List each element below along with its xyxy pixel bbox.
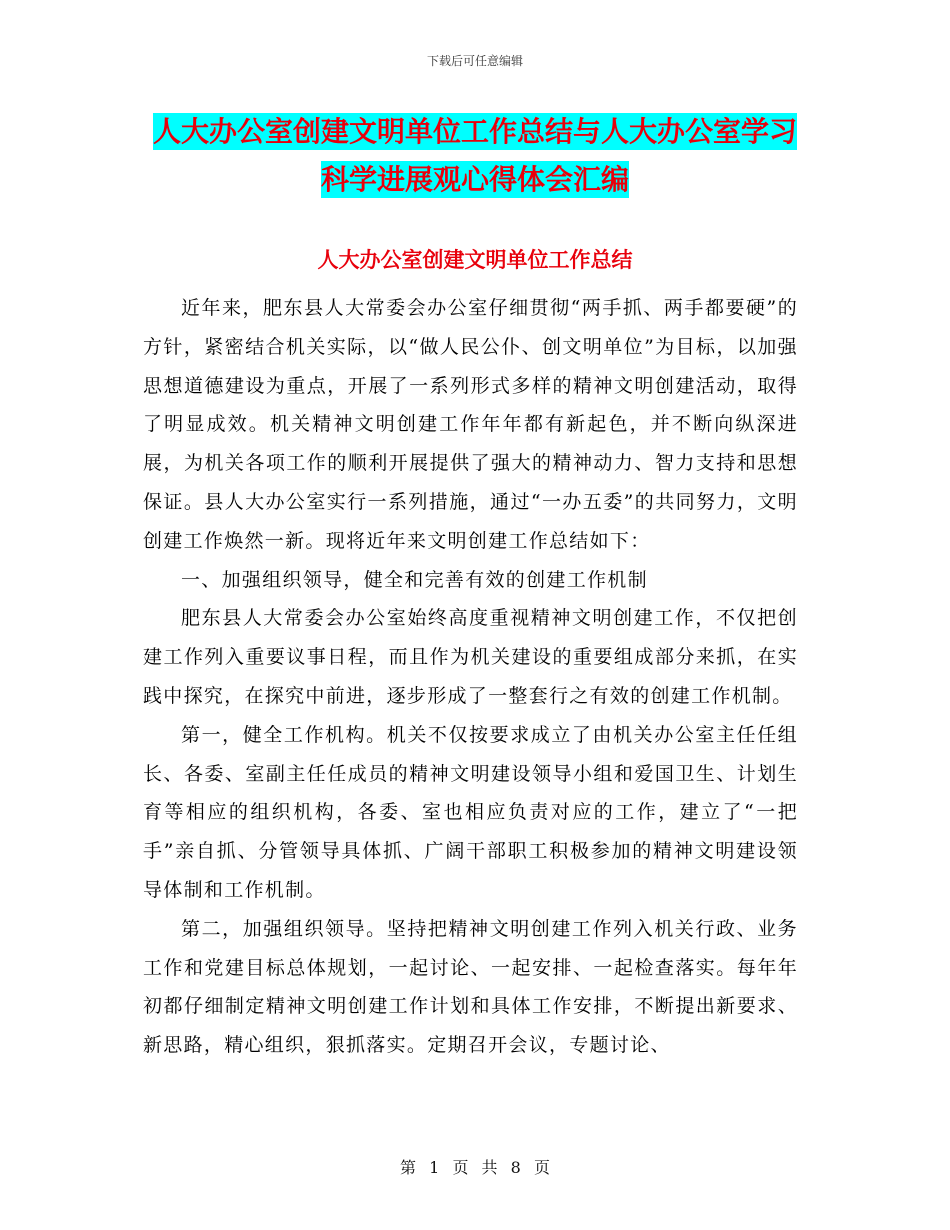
document-title — [140, 108, 810, 204]
footer-total-word: 共 — [481, 1158, 498, 1177]
title-line-2: 科学进展观心得体会汇编 — [320, 163, 629, 196]
paragraph: 近年来，肥东县人大常委会办公室仔细贯彻“两手抓、两手都要硬”的方针，紧密结合机关实际，以“做人民公仆、创文明单位”为目标，以加强思想道德建设为重点，开展了一系列形式多样的精神文明创建活动，取得了明显成效。机关精神文明创建工作年年都有新起色，并不断向纵深进展，为机关各项工作的顺利开展提供了强大的精神动力、智力支持和思想保证。县人大办公室实行一系列措施，通过“一办五委”的共同努力，文明创建工作焕然一新。现将近年来文明创建工作总结如下： — [143, 297, 798, 552]
paragraph: 第二，加强组织领导。坚持把精神文明创建工作列入机关行政、业务工作和党建目标总体规划，一起讨论、一起安排、一起检查落实。每年年初都仔细制定精神文明创建工作计划和具体工作安排，不断提出新要求、新思路，精心组织，狠抓落实。定期召开会议，专题讨论、 — [143, 917, 798, 1057]
footer-prefix: 第 — [400, 1158, 417, 1177]
footer-page-word: 页 — [452, 1158, 469, 1177]
total-pages: 8 — [510, 1158, 521, 1177]
header-note: 下载后可任意编辑 — [426, 54, 523, 68]
paragraph-heading: 一、加强组织领导，健全和完善有效的创建工作机制 — [181, 568, 648, 591]
document-body — [143, 289, 798, 1065]
section-title: 人大办公室创建文明单位工作总结 — [317, 248, 633, 272]
paragraph: 肥东县人大常委会办公室始终高度重视精神文明创建工作，不仅把创建工作列入重要议事日程，而且作为机关建设的重要组成部分来抓，在实践中探究，在探究中前进，逐步形成了一整套行之有效的创建工作机制。 — [143, 607, 798, 707]
page-number: 1 — [429, 1158, 440, 1177]
page-footer — [0, 1155, 950, 1178]
title-line-1: 人大办公室创建文明单位工作总结与人大办公室学习 — [152, 115, 797, 148]
footer-suffix: 页 — [533, 1158, 550, 1177]
paragraph: 第一，健全工作机构。机关不仅按要求成立了由机关办公室主任任组长、各委、室副主任任成员的精神文明建设领导小组和爱国卫生、计划生育等相应的组织机构，各委、室也相应负责对应的工作，建立了“一把手”亲自抓、分管领导具体抓、广阔干部职工积极参加的精神文明建设领导体制和工作机制。 — [143, 723, 798, 901]
